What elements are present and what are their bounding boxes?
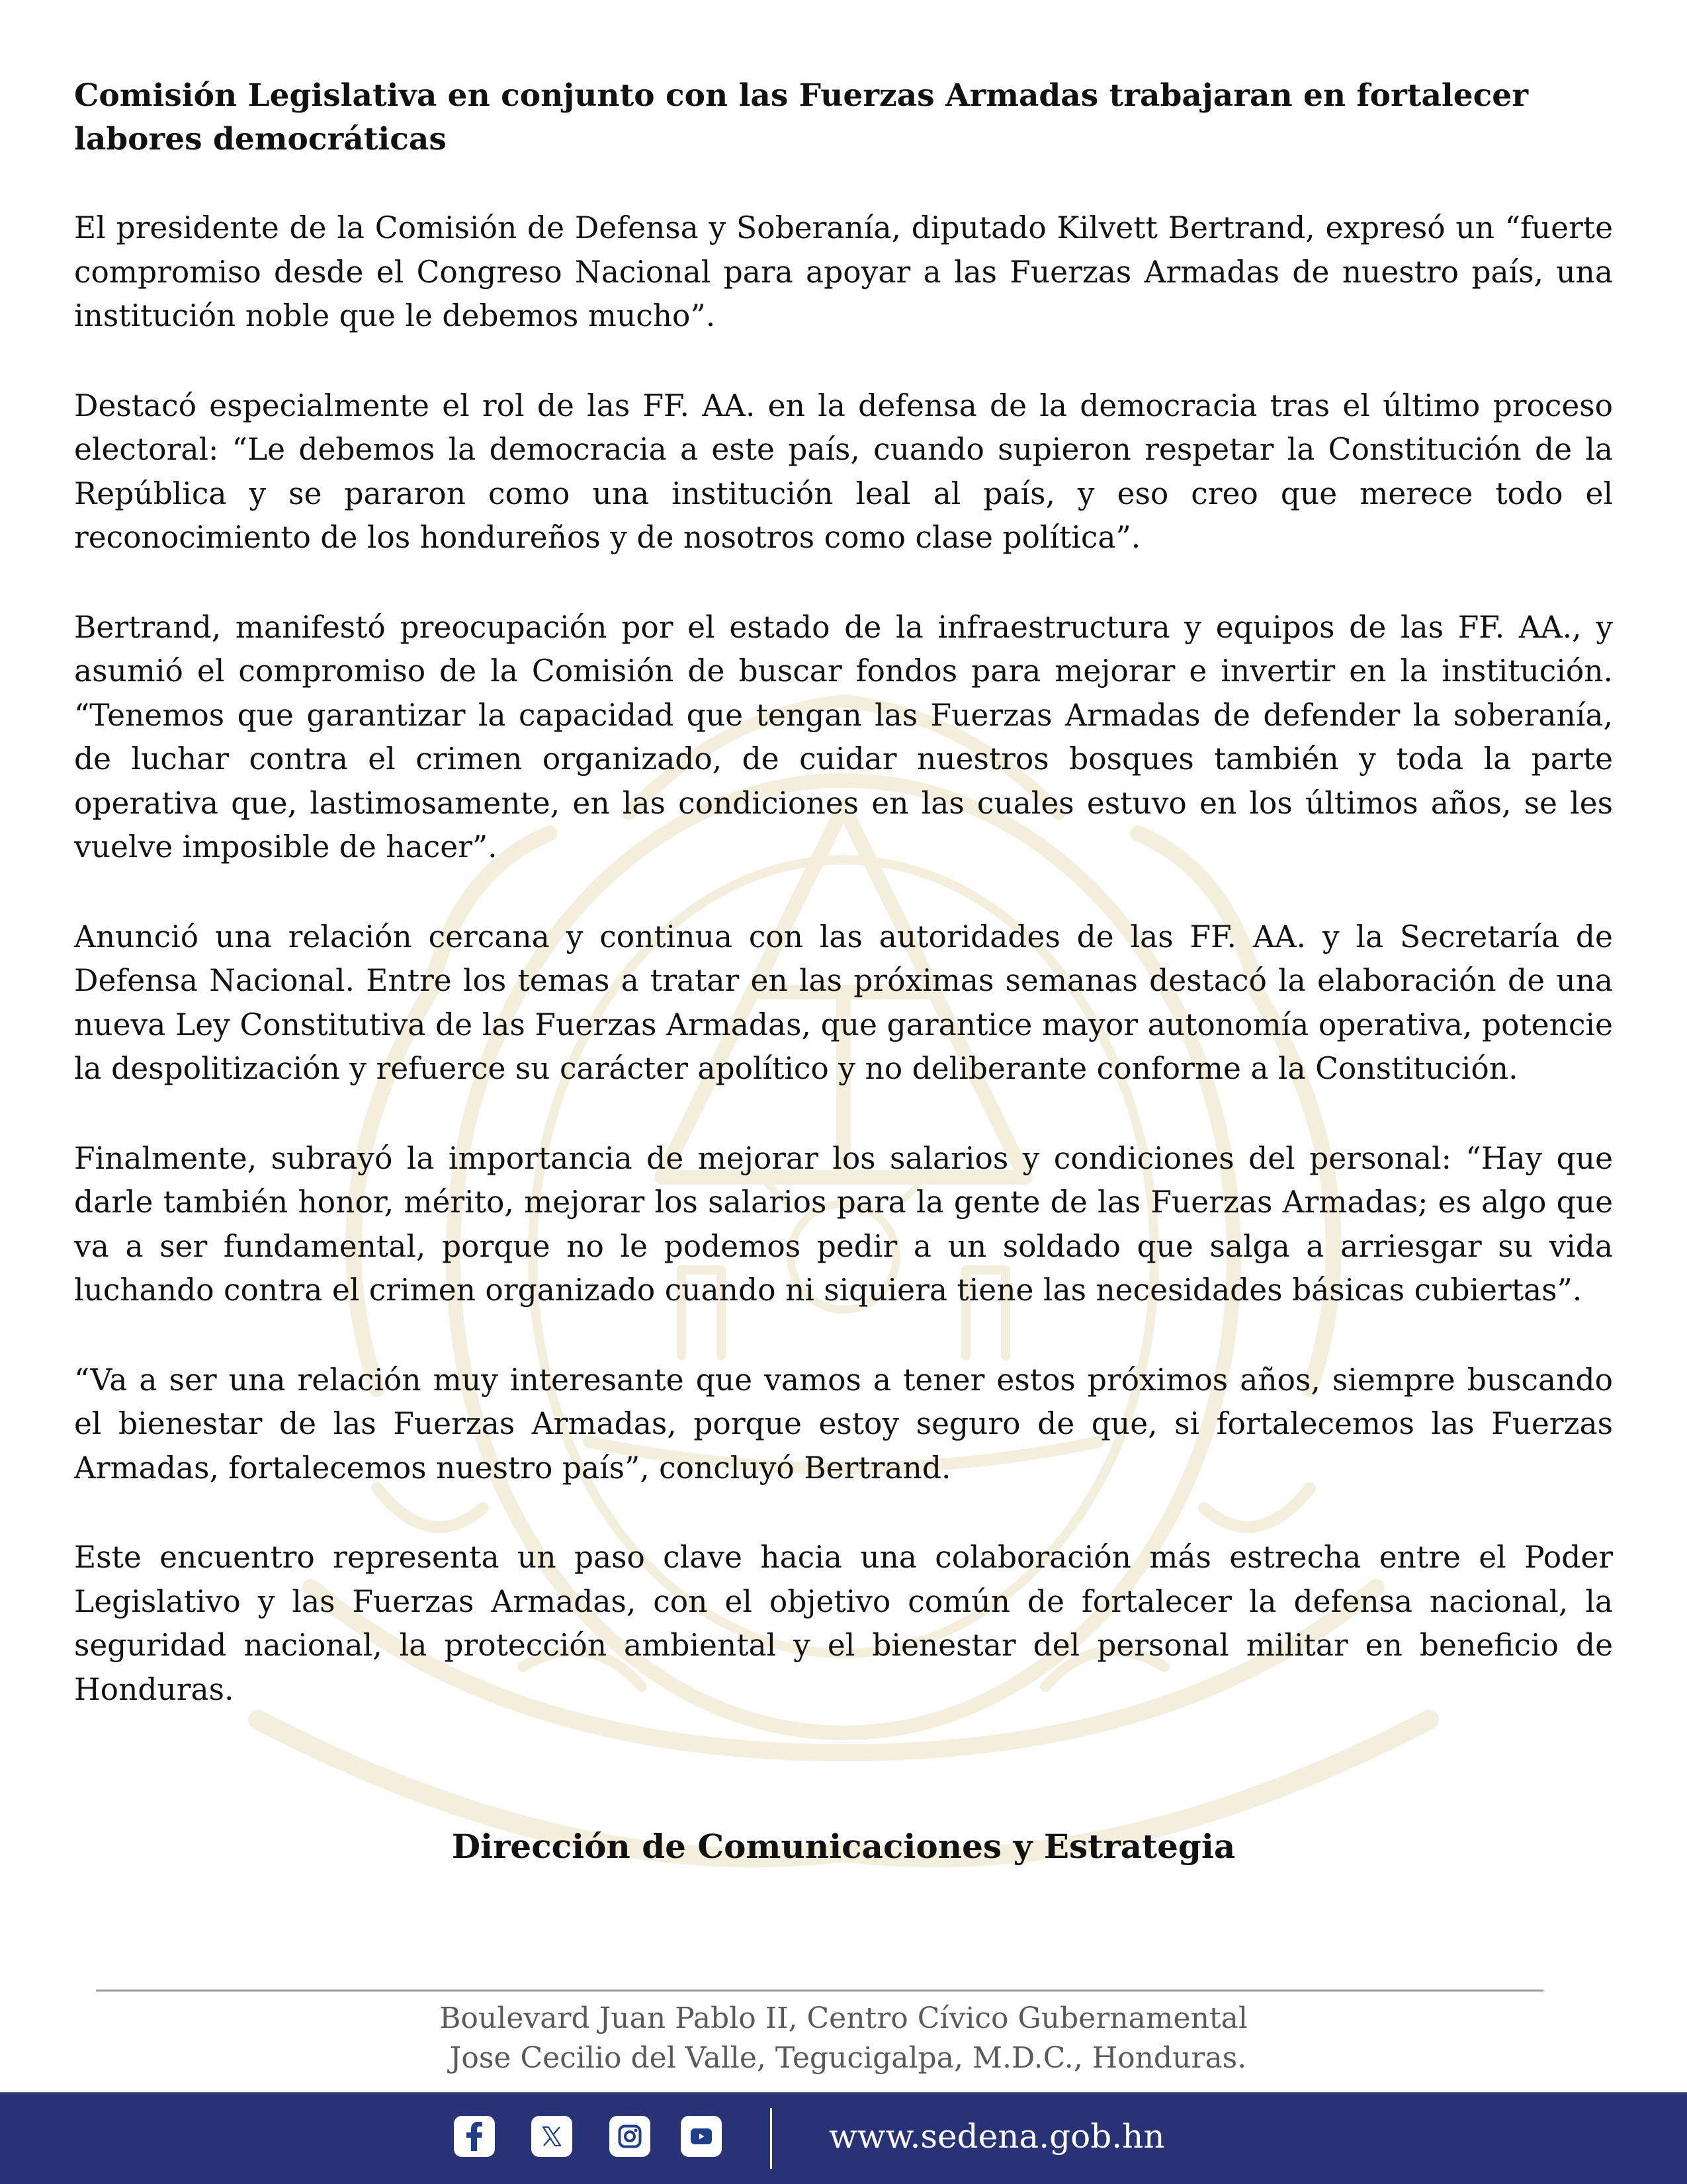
paragraph-7: Este encuentro representa un paso clave hacia una colaboración más estrecha entre el Poder Legislativo y las Fuerzas Armadas, con el objetivo común de fortalecer la defensa nacional, la seguridad nacional, la protección ambiental y el bienestar del personal militar en beneficio de Honduras. <box>74 1540 1613 1707</box>
signature-department: Dirección de Comunicaciones y Estrategia <box>451 1827 1236 1866</box>
headline: Comisión Legislativa en conjunto con las Fuerzas Armadas trabajaran en fortalecer labores democráticas <box>74 77 1528 157</box>
press-release-body <box>74 74 1613 1757</box>
footer-divider <box>96 1990 1543 1992</box>
footer-vertical-divider <box>770 2108 772 2169</box>
footer-band <box>0 2092 1687 2184</box>
paragraph-3: Bertrand, manifestó preocupación por el estado de la infraestructura y equipos de las FF. AA., y asumió el compromiso de la Comisión de buscar fondos para mejorar e invertir en la institución. “Tenemos que garantizar la capacidad que tengan las Fuerzas Armadas de defender la soberanía, de luchar contra el crimen organizado, de cuidar nuestros bosques también y toda la parte operativa que, lastimosamente, en las condiciones en las cuales estuvo en los últimos años, se les vuelve imposible de hacer”. <box>74 609 1613 864</box>
facebook-link[interactable] <box>454 2116 495 2157</box>
youtube-link[interactable] <box>681 2116 722 2157</box>
website-link[interactable]: www.sedena.gob.hn <box>829 2117 1165 2156</box>
instagram-icon <box>618 2124 642 2148</box>
address-line-1: Boulevard Juan Pablo II, Centro Cívico Gubernamental <box>439 2001 1248 2035</box>
paragraph-1: El presidente de la Comisión de Defensa y Soberanía, diputado Kilvett Bertrand, expresó un “fuerte compromiso desde el Congreso Nacional para apoyar a las Fuerzas Armadas de nuestro país, una institución noble que le debemos mucho”. <box>74 210 1613 333</box>
paragraph-4: Anunció una relación cercana y continua con las autoridades de las FF. AA. y la Secretaría de Defensa Nacional. Entre los temas a tratar en las próximas semanas destacó la elaboración de una nueva Ley Constitutiva de las Fuerzas Armadas, que garantice mayor autonomía operativa, potencie la despolitización y refuerce su carácter apolítico y no deliberante conforme a la Constitución. <box>74 919 1613 1086</box>
paragraph-2: Destacó especialmente el rol de las FF. AA. en la defensa de la democracia tras el último proceso electoral: “Le debemos la democracia a este país, cuando supieron respetar la Constitución de la República y se pararon como una institución leal al país, y eso creo que merece todo el reconocimiento de los hondureños y de nosotros como clase política”. <box>74 388 1613 555</box>
x-twitter-icon <box>542 2126 562 2146</box>
paragraph-6: “Va a ser una relación muy interesante que vamos a tener estos próximos años, siempre buscando el bienestar de las Fuerzas Armadas, porque estoy seguro de que, si fortalecemos las Fuerzas Armadas, fortalecemos nuestro país”, concluyó Bertrand. <box>74 1362 1613 1486</box>
address-line-2: Jose Cecilio del Valle, Tegucigalpa, M.D.C., Honduras. <box>440 2041 1247 2075</box>
youtube-icon <box>691 2128 712 2144</box>
paragraph-5: Finalmente, subrayó la importancia de mejorar los salarios y condiciones del personal: “Hay que darle también honor, mérito, mejorar los salarios para la gente de las Fuerzas Armadas; es algo que va a ser fundamental, porque no le podemos pedir a un soldado que salga a arriesgar su vida luchando contra el crimen organizado cuando ni siquiera tiene las necesidades básicas cubiertas”. <box>74 1140 1613 1308</box>
footer-address <box>0 1999 1687 2078</box>
facebook-icon <box>466 2122 483 2151</box>
instagram-link[interactable] <box>609 2116 650 2157</box>
x-twitter-link[interactable] <box>531 2116 572 2157</box>
